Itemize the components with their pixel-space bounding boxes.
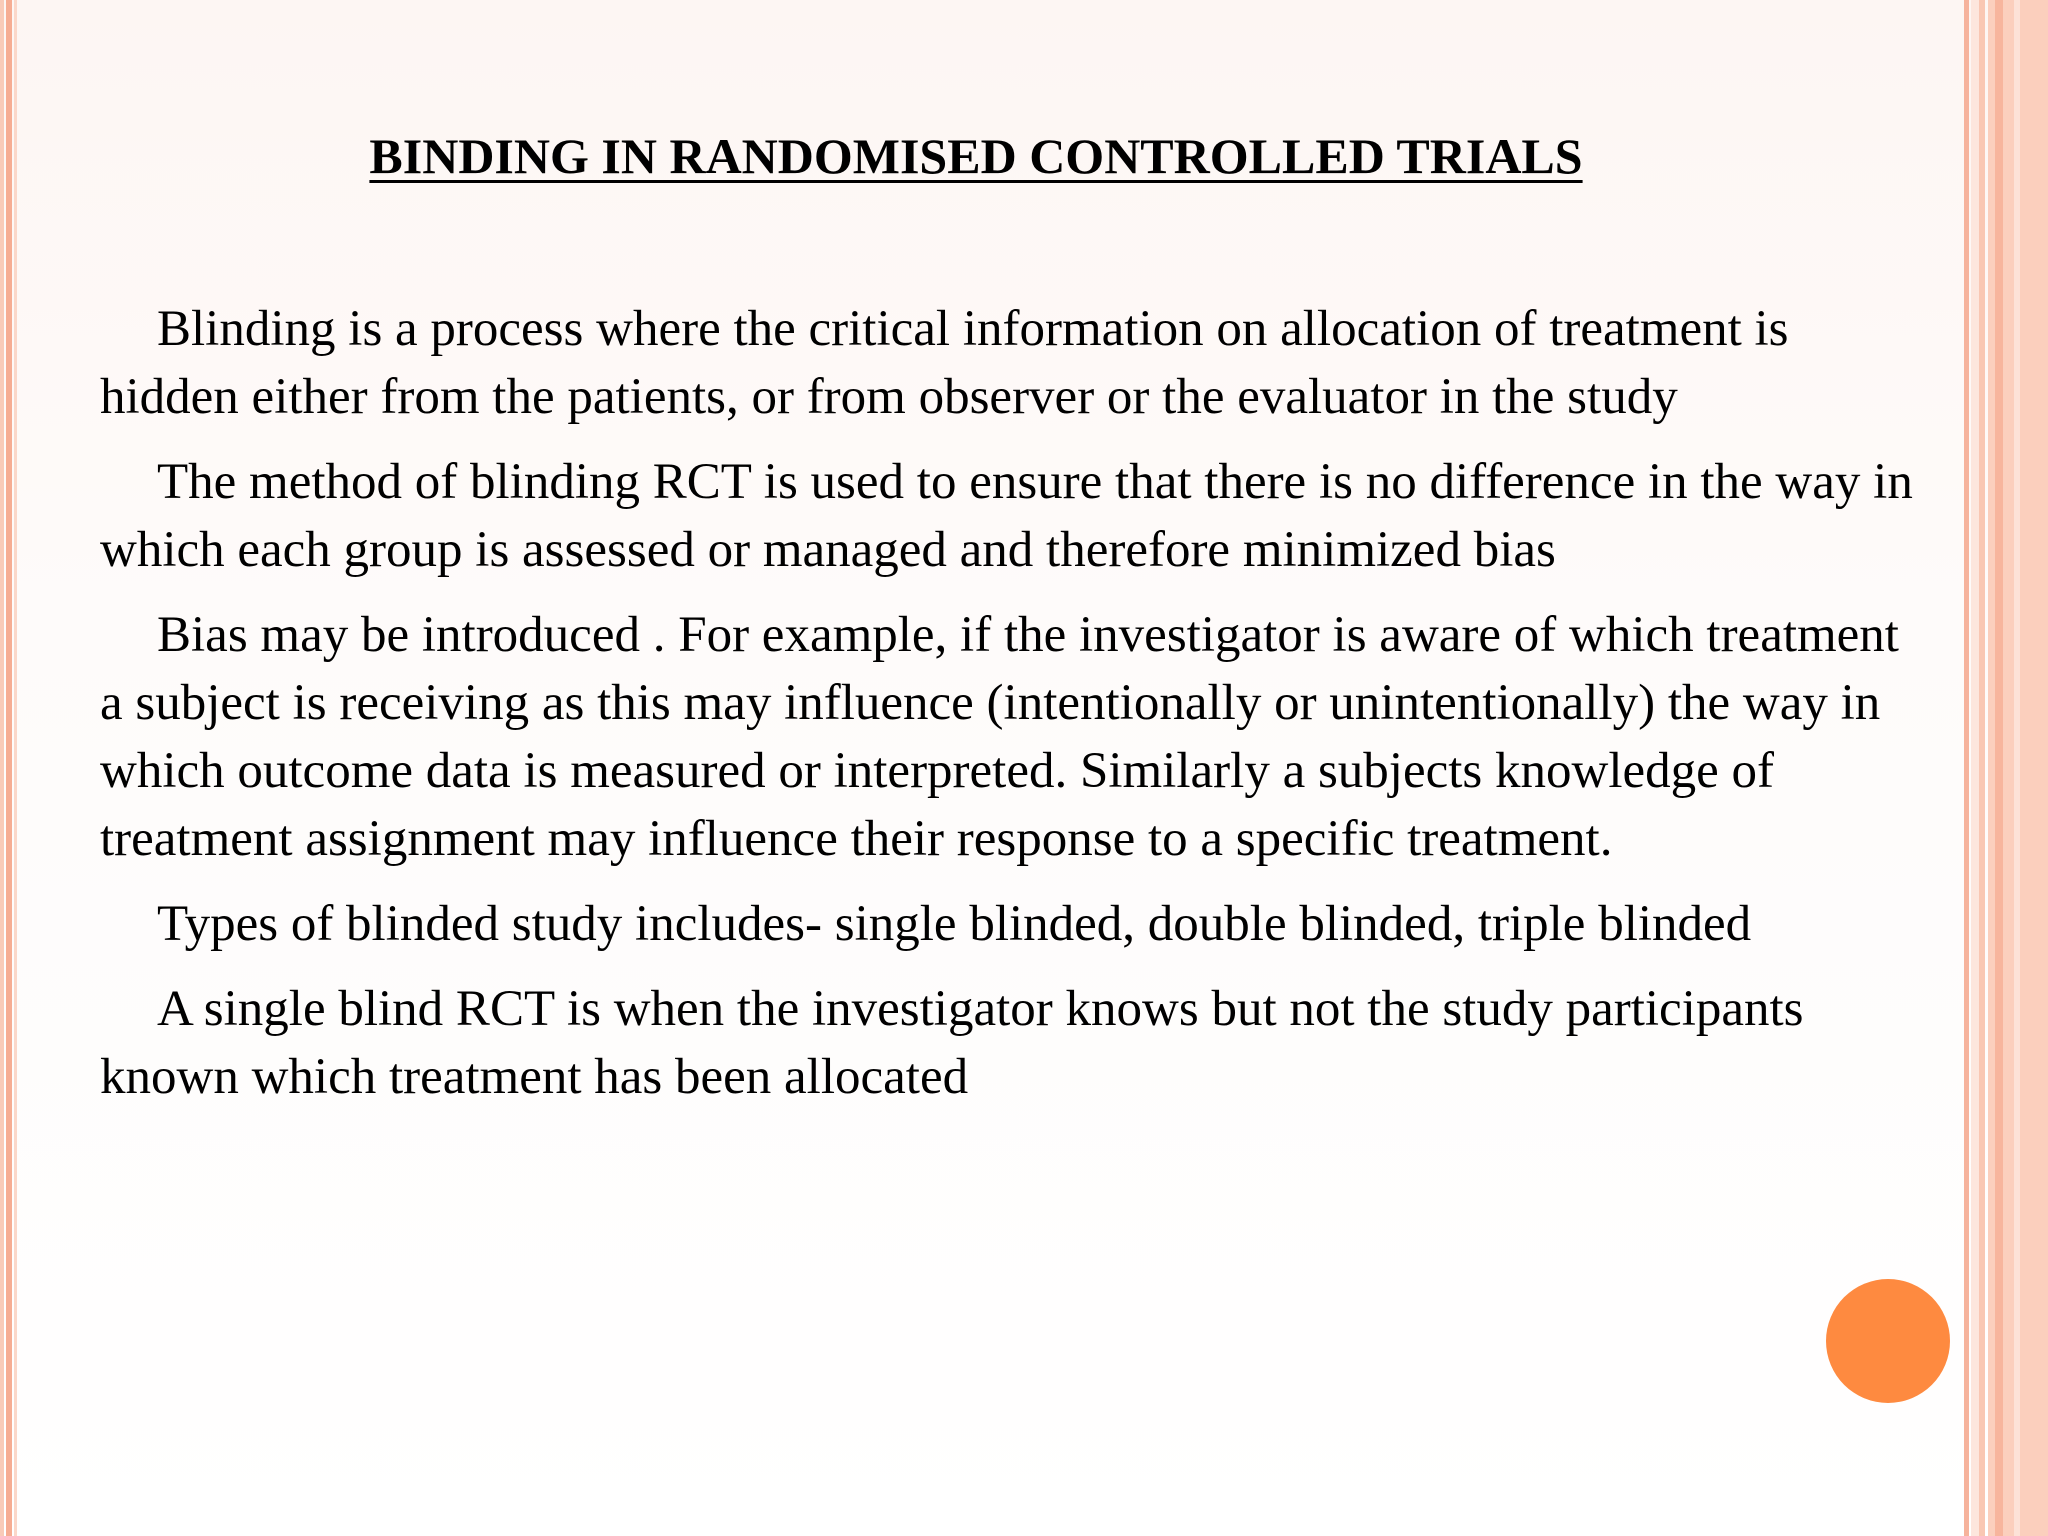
- slide-title: [0, 126, 1952, 186]
- paragraph-bias-example: Bias may be introduced . For example, if the investigator is aware of which treatment a subject is receiving as this may influence (intentionally or unintentionally) the way in which outcome data is measured or interpreted. Similarly a subjects knowledge of treatment assignment may influence their response to a specific treatment.: [100, 607, 1899, 867]
- right-decorative-border: [1964, 0, 2048, 1536]
- paragraph-blinding-definition: Blinding is a process where the critical information on allocation of treatment is hidden either from the patients, or from observer or the evaluator in the study: [100, 301, 1789, 425]
- paragraph-single-blind: A single blind RCT is when the investigator knows but not the study participants known which treatment has been allocated: [100, 981, 1804, 1105]
- left-decorative-border: [0, 0, 17, 1536]
- slide-body: [100, 295, 1930, 1128]
- slide-title-text: BINDING IN RANDOMISED CONTROLLED TRIALS: [369, 128, 1583, 184]
- paragraph-blinding-method: The method of blinding RCT is used to ensure that there is no difference in the way in which each group is assessed or managed and therefore minimized bias: [100, 454, 1913, 578]
- paragraph-blinded-study-types: Types of blinded study includes- single blinded, double blinded, triple blinded: [157, 896, 1752, 952]
- decorative-orange-circle: [1826, 1279, 1950, 1403]
